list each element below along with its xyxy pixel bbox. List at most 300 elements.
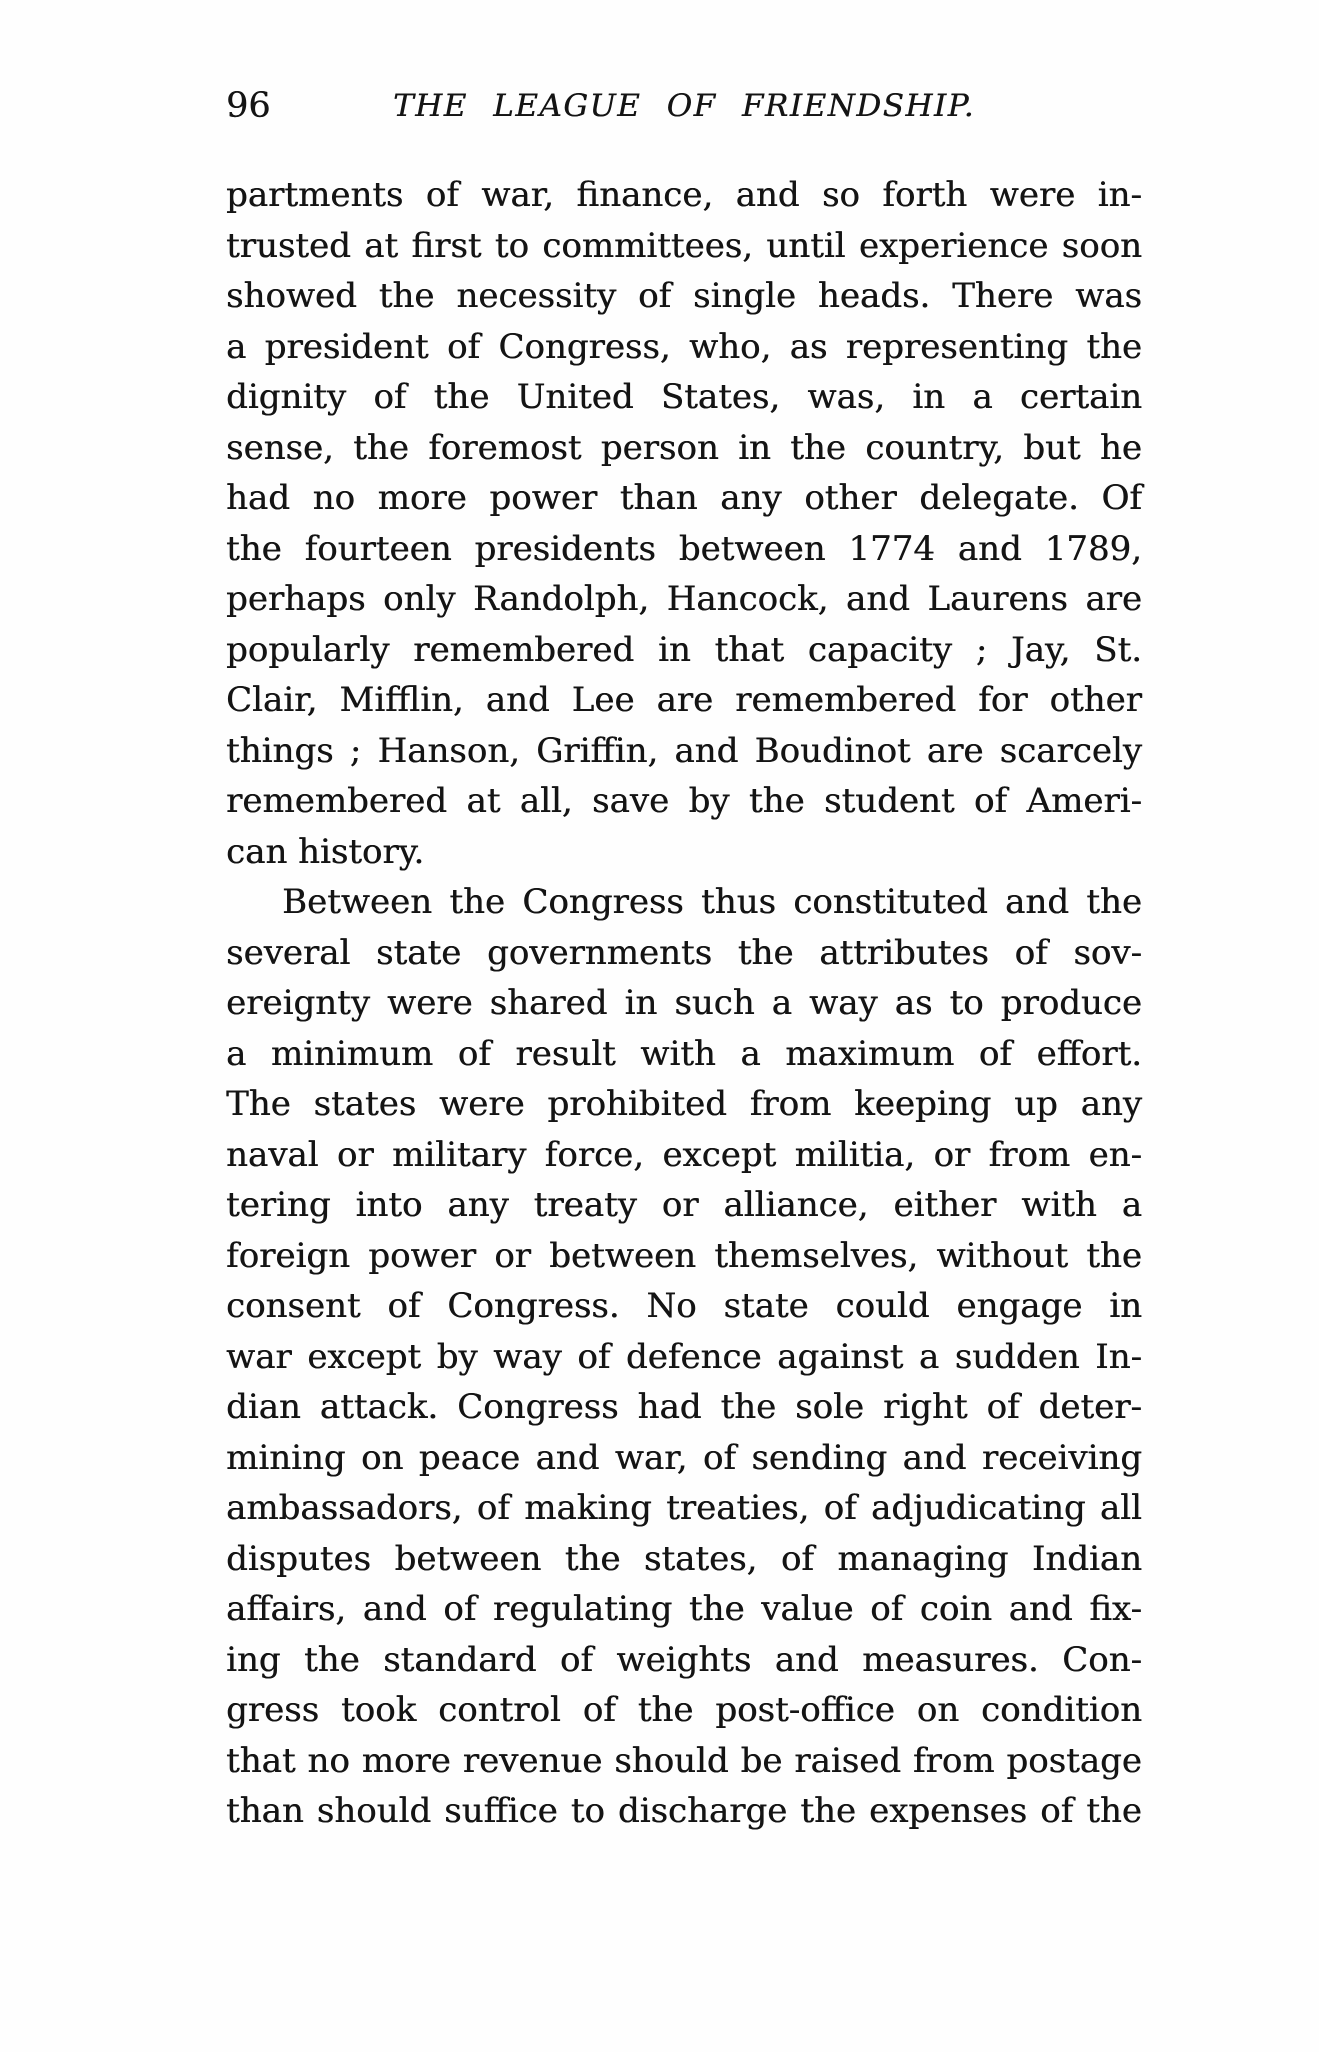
text-line bbox=[226, 372, 1142, 423]
word: deter- bbox=[1038, 1387, 1142, 1427]
word: In- bbox=[1095, 1336, 1142, 1377]
word: war, bbox=[614, 1437, 688, 1478]
word: the bbox=[1086, 1791, 1142, 1831]
text-line bbox=[226, 776, 1142, 827]
word: postage bbox=[1006, 1740, 1142, 1781]
word: of bbox=[457, 1033, 491, 1074]
word: produce bbox=[1000, 983, 1142, 1023]
word: Jay, bbox=[1010, 629, 1071, 670]
text-line bbox=[226, 978, 1142, 1029]
word: could bbox=[835, 1286, 930, 1326]
word: managing bbox=[837, 1538, 1009, 1579]
word: states, bbox=[643, 1538, 758, 1579]
word: a bbox=[972, 377, 993, 417]
word: post-office bbox=[715, 1690, 895, 1730]
text-line bbox=[226, 1786, 1142, 1837]
word: in bbox=[624, 983, 658, 1023]
word: popularly bbox=[226, 629, 390, 670]
word: measures. bbox=[862, 1639, 1039, 1680]
word: in- bbox=[1097, 175, 1142, 215]
word: by bbox=[688, 781, 730, 821]
word: or bbox=[933, 1134, 971, 1175]
word: power bbox=[489, 478, 598, 518]
word: United bbox=[516, 377, 634, 417]
word: the bbox=[564, 1538, 621, 1579]
word: ; bbox=[349, 730, 362, 771]
word: of bbox=[780, 1538, 814, 1579]
word: a bbox=[918, 1336, 940, 1377]
text-line bbox=[226, 1180, 1142, 1231]
word: partments bbox=[226, 175, 404, 215]
word: in bbox=[1109, 1286, 1142, 1326]
word: of bbox=[559, 1639, 593, 1680]
word: trusted bbox=[226, 225, 351, 266]
word: sole bbox=[795, 1387, 865, 1427]
text-line bbox=[226, 1332, 1142, 1383]
word: making bbox=[524, 1488, 652, 1528]
word: weights bbox=[616, 1639, 752, 1680]
word: treaty bbox=[533, 1185, 637, 1225]
word: adjudicating bbox=[870, 1488, 1086, 1528]
word: soon bbox=[1061, 225, 1142, 266]
word: except bbox=[307, 1336, 422, 1377]
word: ; bbox=[975, 629, 988, 670]
word: war, bbox=[481, 175, 554, 215]
word: disputes bbox=[226, 1538, 371, 1579]
word: country, bbox=[865, 427, 1004, 468]
word: the bbox=[378, 276, 435, 316]
word: sudden bbox=[954, 1336, 1080, 1377]
word: was, bbox=[807, 377, 886, 417]
word: of bbox=[986, 1387, 1020, 1427]
word: the bbox=[720, 1387, 777, 1427]
text-line bbox=[226, 221, 1142, 272]
word: of bbox=[582, 1690, 616, 1730]
word: revenue bbox=[462, 1740, 603, 1781]
text-line bbox=[226, 524, 1142, 575]
text-line bbox=[226, 1635, 1142, 1686]
word: or bbox=[336, 1134, 374, 1175]
word: on bbox=[916, 1690, 960, 1730]
word: state bbox=[723, 1286, 809, 1326]
word: attributes bbox=[819, 932, 989, 973]
word: Boudinot bbox=[754, 730, 911, 771]
word: a bbox=[740, 1033, 761, 1074]
word: committees, bbox=[542, 225, 753, 266]
page-number: 96 bbox=[226, 86, 271, 126]
text-line bbox=[226, 1433, 1142, 1484]
text-line bbox=[226, 423, 1142, 474]
word: without bbox=[936, 1235, 1068, 1276]
word: and bbox=[1008, 1589, 1073, 1629]
word: any bbox=[720, 478, 782, 518]
word: but bbox=[1023, 427, 1081, 468]
word: the bbox=[449, 882, 505, 922]
word: thus bbox=[701, 882, 776, 922]
word: the bbox=[737, 932, 794, 973]
word: foreign bbox=[226, 1235, 350, 1276]
word: from bbox=[749, 1084, 832, 1124]
word: Con- bbox=[1062, 1639, 1142, 1680]
text-line bbox=[226, 271, 1142, 322]
word: effort. bbox=[1036, 1033, 1142, 1074]
word: in bbox=[912, 377, 946, 417]
word: alliance, bbox=[723, 1185, 869, 1225]
word: and bbox=[774, 1639, 839, 1680]
word: by bbox=[436, 1336, 478, 1377]
word: between bbox=[394, 1538, 542, 1579]
word: the bbox=[226, 528, 282, 569]
word: The bbox=[226, 1084, 291, 1124]
text-line: can history. bbox=[226, 831, 425, 872]
word: between bbox=[549, 1235, 696, 1276]
word: affairs, bbox=[226, 1589, 347, 1629]
word: discharge bbox=[617, 1791, 788, 1831]
word: a bbox=[771, 983, 792, 1023]
word: other bbox=[804, 478, 897, 518]
word: Mifflin, bbox=[339, 680, 464, 720]
word: of bbox=[1040, 1791, 1074, 1831]
word: for bbox=[978, 680, 1028, 720]
paragraph bbox=[226, 170, 1142, 877]
word: en- bbox=[1088, 1134, 1142, 1175]
word: necessity bbox=[456, 276, 617, 316]
word: states bbox=[313, 1084, 417, 1124]
word: capacity bbox=[807, 629, 952, 670]
word: of bbox=[373, 377, 407, 417]
word: against bbox=[777, 1336, 904, 1377]
word: were bbox=[386, 983, 473, 1023]
word: or bbox=[494, 1235, 531, 1276]
word: Indian bbox=[1031, 1538, 1142, 1579]
word: scarcely bbox=[999, 730, 1142, 771]
word: in bbox=[738, 427, 771, 468]
word: the bbox=[353, 427, 409, 468]
word: keeping bbox=[854, 1084, 992, 1124]
word: be bbox=[740, 1740, 783, 1781]
text-line bbox=[226, 1584, 1142, 1635]
word: Clair, bbox=[226, 680, 318, 720]
text-line bbox=[226, 726, 1142, 777]
word: and bbox=[735, 175, 800, 215]
word: right bbox=[883, 1387, 968, 1427]
word: 1774 bbox=[848, 528, 935, 569]
word: showed bbox=[226, 276, 357, 316]
word: Griffin, bbox=[536, 730, 659, 771]
word: more bbox=[361, 1740, 451, 1781]
word: mining bbox=[226, 1437, 346, 1478]
word: to bbox=[494, 225, 529, 266]
text-line bbox=[226, 1231, 1142, 1282]
word: between bbox=[678, 528, 826, 569]
word: Congress bbox=[522, 882, 684, 922]
word: value bbox=[761, 1589, 854, 1629]
text-line bbox=[226, 1483, 1142, 1534]
word: from bbox=[988, 1134, 1071, 1175]
word: the bbox=[790, 427, 846, 468]
word: delegate. bbox=[919, 478, 1079, 518]
word: the bbox=[1086, 1235, 1142, 1276]
word: at bbox=[466, 781, 501, 821]
word: and bbox=[957, 528, 1022, 569]
word: so bbox=[821, 175, 860, 215]
word: Congress bbox=[457, 1387, 619, 1427]
word: were bbox=[438, 1084, 525, 1124]
word: who, bbox=[689, 326, 772, 367]
word: of bbox=[978, 1033, 1012, 1074]
text-line bbox=[226, 1029, 1142, 1080]
word: foremost bbox=[428, 427, 582, 468]
word: of bbox=[870, 1589, 904, 1629]
word: are bbox=[1085, 579, 1142, 619]
word: regulating bbox=[492, 1589, 673, 1629]
word: a bbox=[226, 326, 247, 367]
word: up bbox=[1014, 1084, 1058, 1124]
word: any bbox=[447, 1185, 509, 1225]
word: student bbox=[824, 781, 955, 821]
word: the bbox=[1086, 326, 1142, 367]
word: consent bbox=[226, 1286, 361, 1326]
word: until bbox=[766, 225, 846, 266]
word: peace bbox=[418, 1437, 521, 1478]
word: no bbox=[307, 1740, 350, 1781]
word: of bbox=[973, 781, 1007, 821]
word: had bbox=[226, 478, 290, 518]
word: sense, bbox=[226, 427, 334, 468]
word: than bbox=[619, 478, 698, 518]
word: power bbox=[368, 1235, 476, 1276]
word: into bbox=[355, 1185, 423, 1225]
word: remembered bbox=[735, 680, 957, 720]
word: defence bbox=[625, 1336, 762, 1377]
word: person bbox=[600, 427, 719, 468]
word: all, bbox=[519, 781, 573, 821]
word: of bbox=[387, 1286, 421, 1326]
word: heads. bbox=[817, 276, 931, 316]
word: the bbox=[748, 781, 805, 821]
word: that bbox=[714, 629, 785, 670]
word: as bbox=[789, 326, 828, 367]
word: 1789, bbox=[1044, 528, 1142, 569]
word: treaties, bbox=[666, 1488, 810, 1528]
word: he bbox=[1099, 427, 1142, 468]
word: the bbox=[303, 1639, 360, 1680]
word: either bbox=[893, 1185, 997, 1225]
word: with bbox=[1021, 1185, 1097, 1225]
word: and bbox=[674, 730, 739, 771]
word: gress bbox=[226, 1690, 320, 1730]
word: took bbox=[340, 1690, 417, 1730]
word: of bbox=[1014, 932, 1048, 973]
word: on bbox=[360, 1437, 404, 1478]
word: and bbox=[362, 1589, 427, 1629]
word: standard bbox=[383, 1639, 537, 1680]
word: president bbox=[264, 326, 429, 367]
text-line bbox=[226, 170, 1142, 221]
word: except bbox=[662, 1134, 777, 1175]
word: things bbox=[226, 730, 334, 771]
word: in bbox=[657, 629, 691, 670]
word: save bbox=[592, 781, 670, 821]
word: Lee bbox=[571, 680, 635, 720]
word: militia, bbox=[794, 1134, 916, 1175]
word: condition bbox=[981, 1690, 1142, 1730]
word: and bbox=[485, 680, 550, 720]
text-block bbox=[226, 170, 1142, 1837]
word: Congress. bbox=[447, 1286, 620, 1326]
word: representing bbox=[845, 326, 1068, 367]
word: receiving bbox=[981, 1437, 1142, 1478]
word: Randolph, bbox=[472, 579, 650, 619]
word: a bbox=[1121, 1185, 1142, 1225]
word: war bbox=[226, 1336, 292, 1377]
word: shared bbox=[489, 983, 608, 1023]
word: that bbox=[226, 1740, 296, 1781]
text-line bbox=[226, 473, 1142, 524]
word: way bbox=[493, 1336, 562, 1377]
word: way bbox=[809, 983, 878, 1023]
word: a bbox=[226, 1033, 247, 1074]
word: attack. bbox=[319, 1387, 439, 1427]
page-header bbox=[226, 84, 1142, 128]
word: governments bbox=[486, 932, 713, 973]
word: the bbox=[433, 377, 490, 417]
word: state bbox=[376, 932, 462, 973]
text-line bbox=[226, 1130, 1142, 1181]
word: the bbox=[637, 1690, 694, 1730]
word: all bbox=[1099, 1488, 1142, 1528]
word: military bbox=[392, 1134, 527, 1175]
word: expenses bbox=[869, 1791, 1028, 1831]
word: maximum bbox=[785, 1033, 955, 1074]
word: of bbox=[446, 326, 481, 367]
word: presidents bbox=[474, 528, 656, 569]
word: ereignty bbox=[226, 983, 370, 1023]
word: should bbox=[614, 1740, 729, 1781]
word: naval bbox=[226, 1134, 319, 1175]
word: and bbox=[845, 579, 910, 619]
word: of bbox=[638, 276, 672, 316]
word: of bbox=[425, 175, 459, 215]
word: and bbox=[902, 1437, 967, 1478]
word: certain bbox=[1019, 377, 1142, 417]
word: suffice bbox=[444, 1791, 558, 1831]
word: Between bbox=[282, 882, 433, 922]
word: from bbox=[912, 1740, 995, 1781]
word: tering bbox=[226, 1185, 331, 1225]
word: experience bbox=[858, 225, 1049, 266]
word: perhaps bbox=[226, 579, 366, 619]
word: the bbox=[1086, 882, 1142, 922]
word: of bbox=[443, 1589, 477, 1629]
text-line bbox=[226, 1534, 1142, 1585]
text-line bbox=[226, 675, 1142, 726]
word: of bbox=[823, 1488, 857, 1528]
word: Of bbox=[1101, 478, 1142, 518]
word: single bbox=[693, 276, 796, 316]
word: at bbox=[364, 225, 399, 266]
word: sov- bbox=[1073, 932, 1142, 973]
word: fix- bbox=[1089, 1589, 1142, 1629]
word: Hanson, bbox=[377, 730, 520, 771]
word: finance, bbox=[576, 175, 714, 215]
text-line bbox=[226, 1079, 1142, 1130]
text-line bbox=[226, 1382, 1142, 1433]
text-line bbox=[226, 1685, 1142, 1736]
word: themselves, bbox=[714, 1235, 919, 1276]
word: coin bbox=[919, 1589, 993, 1629]
word: first bbox=[411, 225, 482, 266]
word: result bbox=[515, 1033, 616, 1074]
word: forth bbox=[882, 175, 968, 215]
word: Hancock, bbox=[666, 579, 829, 619]
word: with bbox=[640, 1033, 716, 1074]
word: other bbox=[1049, 680, 1142, 720]
word: constituted bbox=[793, 882, 988, 922]
word: fourteen bbox=[304, 528, 452, 569]
word: There bbox=[952, 276, 1054, 316]
text-line bbox=[226, 574, 1142, 625]
word: the bbox=[688, 1589, 745, 1629]
word: minimum bbox=[270, 1033, 434, 1074]
word: Laurens bbox=[927, 579, 1068, 619]
word: ambassadors, bbox=[226, 1488, 463, 1528]
word: to bbox=[570, 1791, 605, 1831]
word: several bbox=[226, 932, 351, 973]
word: sending bbox=[751, 1437, 888, 1478]
word: No bbox=[646, 1286, 697, 1326]
word: force, bbox=[544, 1134, 644, 1175]
word: remembered bbox=[226, 781, 447, 821]
word: were bbox=[989, 175, 1076, 215]
word: more bbox=[377, 478, 467, 518]
word: as bbox=[894, 983, 933, 1023]
word: any bbox=[1080, 1084, 1142, 1124]
word: to bbox=[949, 983, 984, 1023]
word: and bbox=[1005, 882, 1069, 922]
word: only bbox=[383, 579, 456, 619]
word: and bbox=[535, 1437, 600, 1478]
word: was bbox=[1075, 276, 1142, 316]
word: control bbox=[438, 1690, 561, 1730]
text-line bbox=[226, 877, 1142, 928]
word: Congress, bbox=[498, 326, 671, 367]
word: dian bbox=[226, 1387, 301, 1427]
running-title: THE LEAGUE OF FRIENDSHIP. bbox=[392, 88, 976, 124]
word: are bbox=[926, 730, 984, 771]
word: or bbox=[661, 1185, 699, 1225]
text-line bbox=[226, 1736, 1142, 1787]
text-line bbox=[226, 1281, 1142, 1332]
word: of bbox=[577, 1336, 611, 1377]
word: remembered bbox=[413, 629, 635, 670]
word: Ameri- bbox=[1026, 781, 1142, 821]
word: of bbox=[476, 1488, 510, 1528]
word: than bbox=[226, 1791, 304, 1831]
word: such bbox=[674, 983, 755, 1023]
text-line bbox=[226, 928, 1142, 979]
word: should bbox=[316, 1791, 432, 1831]
word: the bbox=[800, 1791, 856, 1831]
text-line bbox=[226, 625, 1142, 676]
word: States, bbox=[660, 377, 781, 417]
word: had bbox=[637, 1387, 702, 1427]
word: dignity bbox=[226, 377, 347, 417]
word: St. bbox=[1094, 629, 1142, 670]
word: of bbox=[702, 1437, 736, 1478]
paragraph bbox=[226, 877, 1142, 1837]
word: ing bbox=[226, 1639, 281, 1680]
